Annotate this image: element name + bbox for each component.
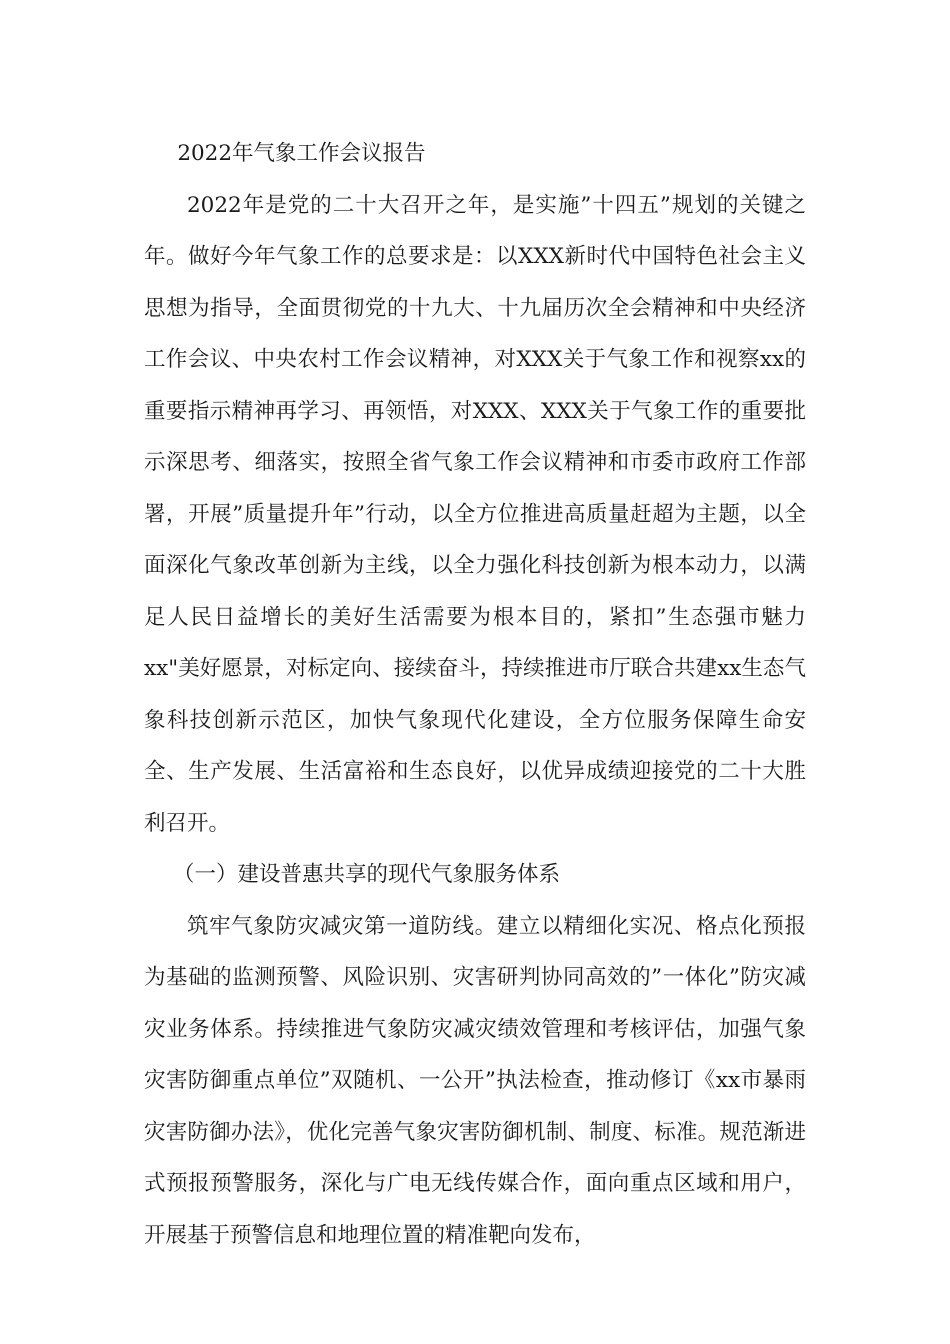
document-body — [144, 128, 806, 1261]
document-title: 2022年气象工作会议报告 — [177, 141, 426, 166]
section-heading: （一）建设普惠共享的现代气象服务体系 — [173, 862, 561, 887]
paragraph-disaster-prevention: 筑牢气象防灾减灾第一道防线。建立以精细化实况、格点化预报为基础的监测预警、风险识别、灾害研判协同高效的”一体化”防灾减灾业务体系。持续推进气象防灾减灾绩效管理和考核评估，加强气象灾害防御重点单位”双随机、一公开”执法检查，推动修订《xx市暴雨灾害防御办法》，优化完善气象灾害防御机制、制度、标准。规范渐进式预报预警服务，深化与广电无线传媒合作，面向重点区域和用户，开展基于预警信息和地理位置的精准靶向发布， — [144, 913, 806, 1248]
paragraph-intro: 2022年是党的二十大召开之年，是实施”十四五”规划的关键之年。做好今年气象工作的总要求是：以XXX新时代中国特色社会主义思想为指导，全面贯彻党的十九大、十九届历次全会精神和中央经济工作会议、中央农村工作会议精神，对XXX关于气象工作和视察xx的重要指示精神再学习、再领悟，对XXX、XXX关于气象工作的重要批示深思考、细落实，按照全省气象工作会议精神和市委市政府工作部署，开展”质量提升年”行动，以全方位推进高质量赶超为主题，以全面深化气象改革创新为主线，以全力强化科技创新为根本动力，以满足人民日益增长的美好生活需要为根本目的，紧扣”生态强市魅力xx"美好愿景，对标定向、接续奋斗，持续推进市厅联合共建xx生态气象科技创新示范区，加快气象现代化建设，全方位服务保障生命安全、生产发展、生活富裕和生态良好，以优异成绩迎接党的二十大胜利召开。 — [144, 192, 806, 836]
